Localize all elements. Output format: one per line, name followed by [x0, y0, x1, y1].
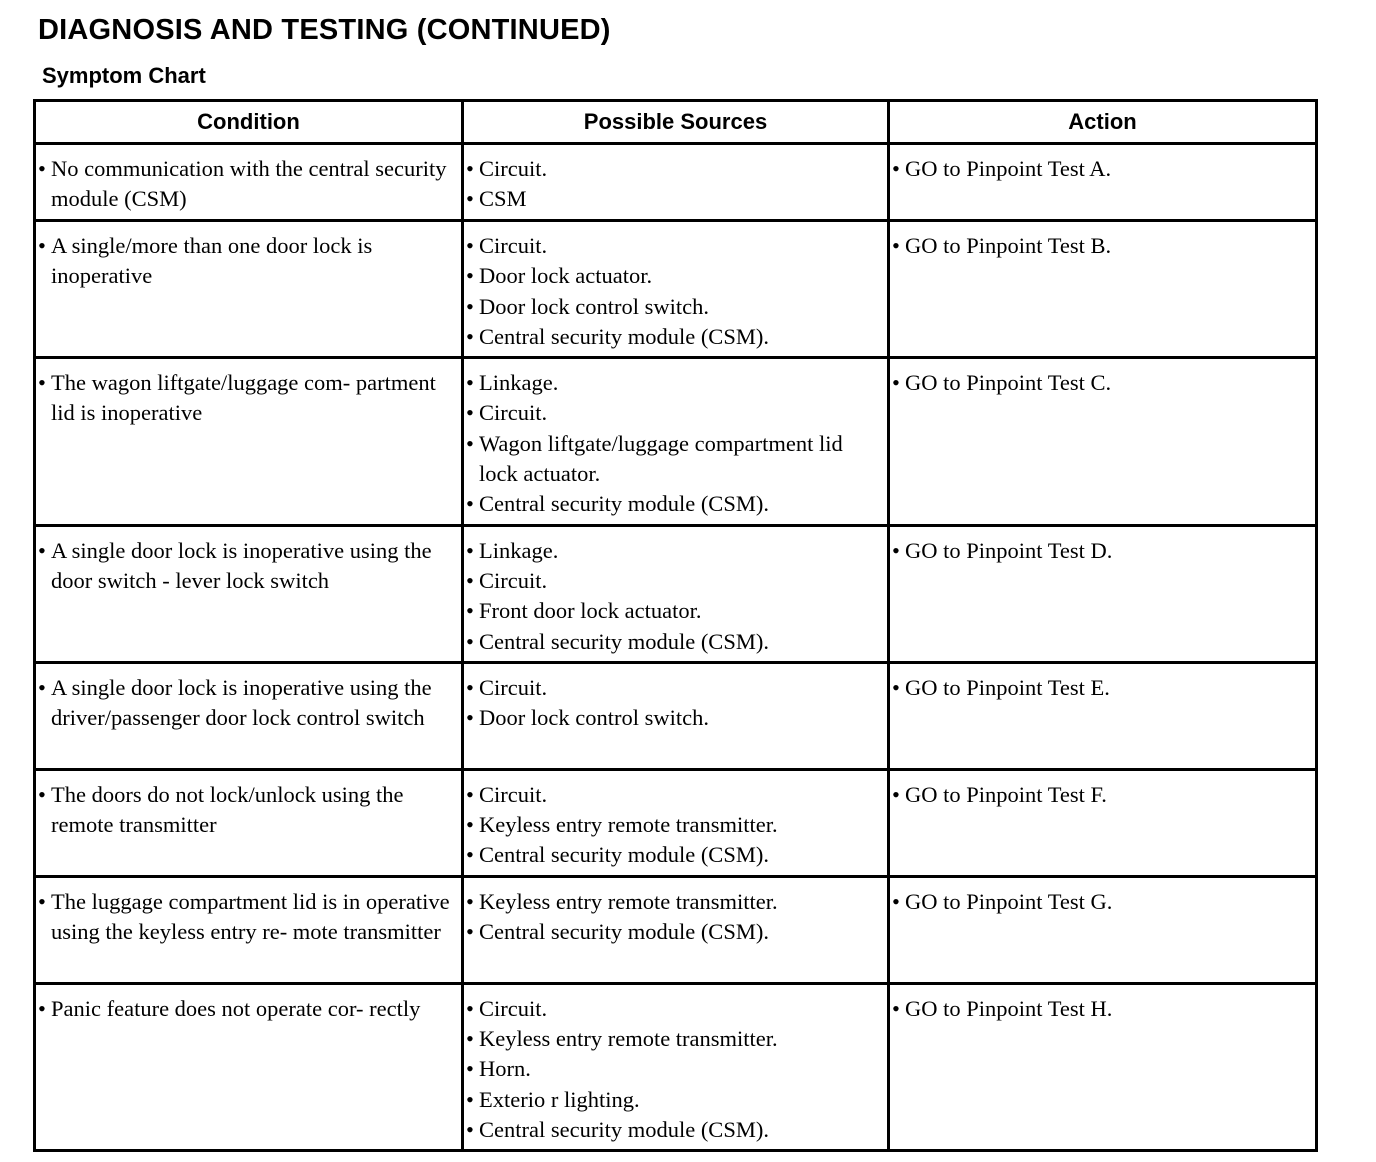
symptom-table: [33, 99, 1318, 1152]
action-cell: [889, 358, 1317, 525]
header-possible-sources: Possible Sources: [463, 101, 889, 144]
source-item: • Keyless entry remote transmitter.: [466, 1024, 883, 1054]
table-row: [35, 983, 1317, 1150]
condition-text: • The luggage compartment lid is in operative using the keyless entry re- mote transmitter: [38, 887, 457, 948]
condition-cell: [35, 983, 463, 1150]
table-row: [35, 358, 1317, 525]
source-item: • Linkage.: [466, 368, 883, 398]
sources-cell: [463, 221, 889, 358]
source-item: • Keyless entry remote transmitter.: [466, 887, 883, 917]
source-item: • Circuit.: [466, 154, 883, 184]
source-item: • Circuit.: [466, 231, 883, 261]
condition-cell: [35, 876, 463, 983]
source-item: • Door lock control switch.: [466, 292, 883, 322]
action-item: • GO to Pinpoint Test D.: [892, 536, 1311, 566]
action-cell: [889, 769, 1317, 876]
header-action: Action: [889, 101, 1317, 144]
condition-cell: [35, 769, 463, 876]
source-item: • Circuit.: [466, 994, 883, 1024]
table-row: [35, 876, 1317, 983]
sources-cell: [463, 876, 889, 983]
table-row: [35, 525, 1317, 662]
sources-cell: [463, 144, 889, 221]
action-item: • GO to Pinpoint Test H.: [892, 994, 1311, 1024]
condition-text: • Panic feature does not operate cor- rectly: [38, 994, 457, 1024]
condition-text: • A single/more than one door lock is inoperative: [38, 231, 457, 292]
action-cell: [889, 525, 1317, 662]
source-item: • Keyless entry remote transmitter.: [466, 810, 883, 840]
condition-cell: [35, 525, 463, 662]
source-item: • Central security module (CSM).: [466, 917, 883, 947]
condition-cell: [35, 358, 463, 525]
condition-cell: [35, 144, 463, 221]
sources-cell: [463, 358, 889, 525]
source-item: • Horn.: [466, 1054, 883, 1084]
sources-cell: [463, 983, 889, 1150]
source-item: • Circuit.: [466, 566, 883, 596]
source-item: • Circuit.: [466, 780, 883, 810]
table-row: [35, 221, 1317, 358]
source-item: • Door lock actuator.: [466, 261, 883, 291]
action-cell: [889, 876, 1317, 983]
action-item: • GO to Pinpoint Test E.: [892, 673, 1311, 703]
table-row: [35, 769, 1317, 876]
sources-cell: [463, 662, 889, 769]
source-item: • Central security module (CSM).: [466, 1115, 883, 1145]
condition-cell: [35, 221, 463, 358]
header-condition: Condition: [35, 101, 463, 144]
source-item: • Door lock control switch.: [466, 703, 883, 733]
action-cell: [889, 221, 1317, 358]
condition-text: • No communication with the central security module (CSM): [38, 154, 457, 215]
source-item: • Exterio r lighting.: [466, 1085, 883, 1115]
action-item: • GO to Pinpoint Test F.: [892, 780, 1311, 810]
action-item: • GO to Pinpoint Test A.: [892, 154, 1311, 184]
condition-text: • The doors do not lock/unlock using the remote transmitter: [38, 780, 457, 841]
chart-subtitle: Symptom Chart: [42, 63, 206, 88]
source-item: • CSM: [466, 184, 883, 214]
source-item: • Circuit.: [466, 398, 883, 428]
action-item: • GO to Pinpoint Test G.: [892, 887, 1311, 917]
source-item: • Front door lock actuator.: [466, 596, 883, 626]
source-item: • Circuit.: [466, 673, 883, 703]
source-item: • Central security module (CSM).: [466, 840, 883, 870]
action-cell: [889, 983, 1317, 1150]
source-item: • Linkage.: [466, 536, 883, 566]
source-item: • Central security module (CSM).: [466, 322, 883, 352]
source-item: • Wagon liftgate/luggage compartment lid lock actuator.: [466, 429, 883, 490]
table-row: [35, 662, 1317, 769]
table-header-row: [35, 101, 1317, 144]
action-cell: [889, 662, 1317, 769]
condition-cell: [35, 662, 463, 769]
sources-cell: [463, 769, 889, 876]
source-item: • Central security module (CSM).: [466, 627, 883, 657]
table-row: [35, 144, 1317, 221]
condition-text: • A single door lock is inoperative using the driver/passenger door lock control switch: [38, 673, 457, 734]
action-item: • GO to Pinpoint Test C.: [892, 368, 1311, 398]
source-item: • Central security module (CSM).: [466, 489, 883, 519]
action-cell: [889, 144, 1317, 221]
action-item: • GO to Pinpoint Test B.: [892, 231, 1311, 261]
condition-text: • The wagon liftgate/luggage com- partment lid is inoperative: [38, 368, 457, 429]
page-title: DIAGNOSIS AND TESTING (CONTINUED): [38, 14, 611, 46]
condition-text: • A single door lock is inoperative using the door switch - lever lock switch: [38, 536, 457, 597]
sources-cell: [463, 525, 889, 662]
